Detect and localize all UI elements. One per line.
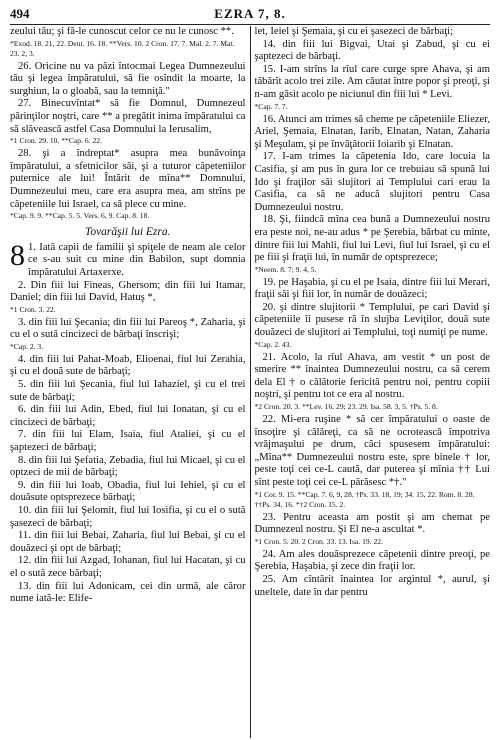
verse-paragraph (10, 379, 246, 404)
verse-text: 4. din fiii lui Pahat-Moab, Elioenai, fiul lui Zerahia, şi cu el două sute de bărbaţi; (10, 353, 246, 378)
verse-text: *1 Cron. 5. 20. 2 Cron. 33. 13. Isa. 19. 22. (254, 536, 383, 546)
verse-text: *Cap. 9. 9. **Cap. 5. 5. Vers. 6, 9. Cap. 8. 18. (10, 211, 150, 221)
verse-text: 19. pe Haşabia, şi cu el pe Isaia, dintre fiii lui Merari, fraţii săi şi fiii lor, în număr de douăzeci; (254, 276, 490, 301)
cross-reference-note (10, 342, 246, 352)
page-number: 494 (10, 6, 30, 21)
chapter-number: 8 (10, 238, 25, 272)
verse-text: *1 Cron. 29. 10. **Cap. 6. 22. (10, 136, 102, 146)
verse-text: 21. Acolo, la rîul Ahava, am vestit * un post de smerire ** înaintea Dumnezeului nostru, ca să cerem dela El † o călătorie fericită pentru noi, pentru copiii noştri, şi pentru tot ce era al nostru. (254, 351, 490, 401)
cross-reference-note (10, 211, 246, 221)
verse-text: 27. Binecuvîntat* să fie Domnul, Dumnezeul părinţilor noştri, care ** a pregătit inima împăratului ca să slăvească astfel Casa Domnului la Ierusalim, (10, 98, 246, 135)
cross-reference-note (10, 39, 246, 59)
verse-text: *Cap. 2. 3. (10, 341, 44, 351)
left-column (10, 26, 251, 738)
verse-text: 22. Mi-era ruşine * să cer împăratului o oaste de însoţire şi călăreţi, ca să ne ocrotească împotriva vrăjmaşului pe drum, căci spusesem împăratului: „Mîna** Dumnezeului nostru este, spre binele † lor, peste toţi cei ce-L caută, dar puterea şi mînia †† Lui sînt peste toţi cei ce-L părăsesc *†." (254, 414, 490, 488)
verse-text: 8. din fiii lui Şefatia, Zebadia, fiul lui Micael, şi cu el optzeci de mii de bărbaţi; (10, 454, 246, 479)
verse-text: Tovarăşii lui Ezra. (84, 226, 171, 239)
verse-text: *2 Cron. 20. 3. **Lev. 16. 29; 23. 29. Isa. 58. 3, 5. †Ps. 5. 8. (254, 402, 438, 412)
verse-text: 9. din fiii lui Ioab, Obadia, fiul lui Iehiel, şi cu el douăsute optsprezece bărbaţi; (10, 479, 246, 504)
verse-paragraph (10, 581, 246, 606)
cross-reference-note (10, 305, 246, 315)
verse-paragraph (255, 414, 491, 490)
cross-reference-note (255, 340, 491, 350)
verse-text: zeului tău; şi fă-le cunoscut celor ce nu le cunosc **. (10, 26, 234, 37)
verse-text: 6. din fiii lui Adin, Ebed, fiul lui Ionatan, şi cu el cincizeci de bărbaţi; (10, 404, 246, 428)
verse-text: 12. din fiii lui Azgad, Iohanan, fiul lui Hacatan, şi cu el o sută zece bărbaţi; (10, 555, 246, 579)
cross-reference-note (255, 490, 491, 510)
verse-continuation (255, 26, 491, 39)
verse-paragraph (10, 530, 246, 555)
verse-text: 1. Iată capii de familii şi spiţele de neam ale celor ce s-au suit cu mine din Babilon, supt domnia împăratului Artaxerxe. (28, 241, 246, 278)
cross-reference-note (255, 537, 491, 547)
verse-paragraph (10, 280, 246, 305)
verse-text: 11. din fiii lui Bebai, Zaharia, fiul lui Bebai, şi cu el douăzeci şi opt de bărbaţi; (10, 530, 246, 554)
verse-text: *1 Cron. 3. 22. (10, 304, 56, 314)
verse-text: 25. Am cîntărit înaintea lor argintul *, aurul, şi uneltele, date în dar pentru (254, 573, 490, 598)
verse-paragraph (10, 455, 246, 480)
verse-text: 7. din fiii lui Elam, Isaia, fiul Ataliei, şi cu el şaptezeci de bărbaţi; (10, 429, 246, 454)
verse-text: 26. Oricine nu va păzi întocmai Legea Dumnezeului tău şi legea împăratului, să fie osîndit la moarte, la surghiun, la o gloabă, sau la temniţă." (10, 60, 246, 97)
right-column (251, 26, 491, 738)
verse-paragraph (10, 480, 246, 505)
text-columns (10, 26, 490, 738)
verse-paragraph (255, 114, 491, 152)
verse-text: 16. Atunci am trimes să cheme pe căpeteniile Eliezer, Ariel, Şemaia, Elnatan, Iarib, Elnatan, Natan, Zaharia şi Meşulam, şi pe învăţătorii Ioiarib şi Elnatan. (254, 113, 490, 150)
verse-paragraph (255, 302, 491, 340)
verse-paragraph (255, 549, 491, 574)
verse-continuation (10, 26, 246, 39)
verse-text: 23. Pentru aceasta am postit şi am chemat pe Dumnezeul nostru. Şi El ne-a ascultat *. (254, 511, 490, 536)
verse-text: 3. din fiii lui Şecania; din fiii lui Pareoş *, Zaharia, şi cu el o sută cincizeci de bărbaţi înscrişi; (10, 316, 246, 341)
verse-paragraph (10, 354, 246, 379)
verse-paragraph (255, 39, 491, 64)
cross-reference-note (255, 102, 491, 112)
verse-paragraph (255, 574, 491, 599)
verse-text: 17. I-am trimes la căpetenia Ido, care locuia la Casifia, şi am pus în gura lor ce trebuiau să spună lui Ido şi fraţilor săi slujitori ai Templului cari erau la Casifia, ca să ne aducă slujitori pentru Casa Dumnezeului nostru. (254, 151, 490, 213)
verse-paragraph (10, 317, 246, 342)
verse-text: let, Ieiel şi Şemaia, şi cu ei şasezeci de bărbaţi; (254, 26, 454, 37)
verse-paragraph (255, 512, 491, 537)
verse-paragraph (10, 505, 246, 530)
verse-text: 2. Din fiii lui Fineas, Ghersom; din fiii lui Itamar, Daniel; din fiii lui David, Hatuş *, (10, 279, 246, 304)
section-heading (10, 226, 246, 239)
verse-paragraph (10, 148, 246, 211)
verse-text: 18. Şi, fiindcă mîna cea bună a Dumnezeului nostru era peste noi, ne-au adus * pe Şerebia, bărbat cu minte, dintre fiii lui Mahli, fiul lui Levi, fiul lui Israel, şi cu el pe fiii şi fraţii lui, în număr de optsprezece; (254, 214, 490, 264)
verse-text: 28. şi a îndreptat* asupra mea bunăvoinţa împăratului, a sfetnicilor săi, şi a tuturor căpeteniilor puternice ale lui! Întărit de mîna** Domnului, Dumnezeului meu, care era asupra mea, am strîns pe căpeteniile lui Israel, ca să plece cu mine. (10, 148, 246, 210)
cross-reference-note (255, 402, 491, 412)
verse-paragraph (10, 61, 246, 99)
verse-text: *Cap. 7. 7. (254, 101, 288, 111)
verse-paragraph (255, 214, 491, 264)
verse-text: *1 Cor. 9. 15. **Cap. 7. 6, 9, 28. †Ps. 33. 18, 19; 34. 15, 22. Rom. 8. 28. ††Ps. 34. 16. *†2 Cron. 15. 2. (254, 489, 475, 509)
verse-text: 24. Am ales douăsprezece căpetenii dintre preoţi, pe Şerebia, Haşabia, şi zece din fraţii lor. (254, 548, 490, 573)
verse-paragraph (255, 277, 491, 302)
cross-reference-note (10, 136, 246, 146)
verse-paragraph (10, 404, 246, 429)
verse-text: *Exod. 18. 21, 22. Deut. 16. 18. **Vers. 10. 2 Cron. 17. 7. Mal. 2. 7. Mat. 23. 2, 3. (10, 38, 235, 58)
verse-text: 13. din fiii lui Adonicam, cei din urmă, ale căror nume iată-le: Elife- (10, 580, 246, 605)
verse-text: *Cap. 2. 43. (254, 339, 292, 349)
verse-text: 5. din fiii lui Şecania, fiul lui Iahaziel, şi cu el trei sute de bărbaţi; (10, 379, 246, 403)
chapter-opening-verse (10, 238, 246, 280)
verse-paragraph (255, 64, 491, 102)
verse-paragraph (255, 151, 491, 214)
page-header (10, 6, 490, 25)
cross-reference-note (255, 265, 491, 275)
verse-text: 14. din fiii lui Bigvai, Utai şi Zabud, şi cu ei şaptezeci de bărbaţi. (254, 38, 490, 63)
verse-paragraph (10, 555, 246, 580)
verse-paragraph (10, 98, 246, 136)
running-title: EZRA 7, 8. (214, 6, 286, 21)
verse-text: 20. şi dintre slujitorii * Templului, pe cari David şi căpeteniile îi pusese ră în slujba Leviţilor, două sute douăzeci de slujitori ai Templului, toţi numiţi pe nume. (254, 301, 490, 339)
verse-paragraph (255, 352, 491, 402)
verse-paragraph (10, 429, 246, 454)
verse-text: 15. I-am strîns la rîul care curge spre Ahava, şi am tăbărît acolo trei zile. Am căutat între popor şi preoţi, şi n-am găsit acolo pe niciunul din fiii lui * Levi. (254, 63, 490, 100)
verse-text: 10. din fiii lui Şelomit, fiul lui Iosifia, şi cu el o sută şasezeci de bărbaţi; (10, 505, 246, 529)
verse-text: *Neem. 8. 7; 9. 4, 5. (254, 264, 317, 274)
